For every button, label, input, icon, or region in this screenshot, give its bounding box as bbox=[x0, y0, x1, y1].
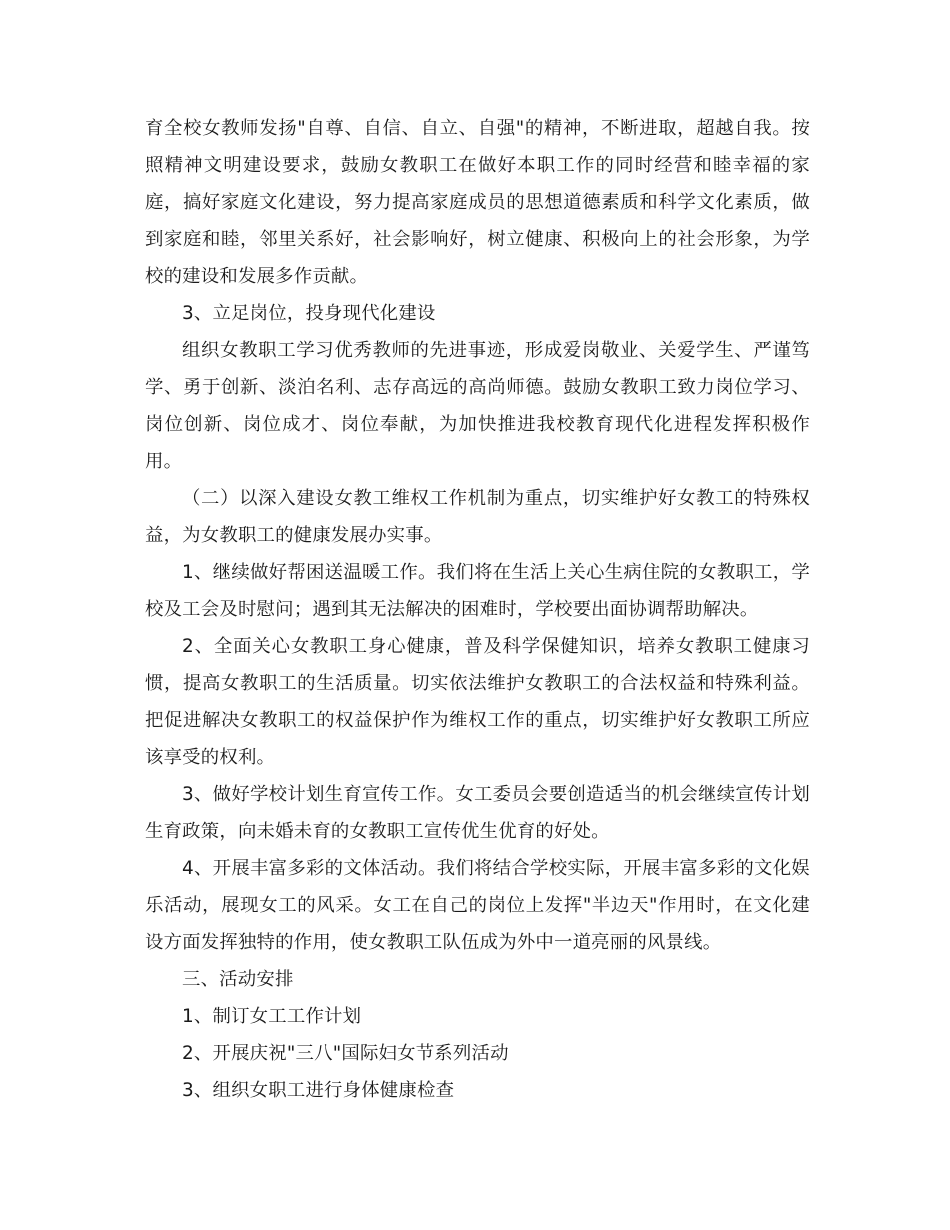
paragraph-family-planning: 3、做好学校计划生育宣传工作。女工委员会要创造适当的机会继续宣传计划生育政策，向未婚未育的女教职工宣传优生优育的好处。 bbox=[145, 784, 810, 842]
list-item-health-check: 3、组织女职工进行身体健康检查 bbox=[182, 1080, 455, 1101]
subheading-position-modernization: 3、立足岗位，投身现代化建设 bbox=[182, 303, 436, 324]
paragraph-continuation: 育全校女教师发扬"自尊、自信、自立、自强"的精神，不断进取，超越自我。按照精神文明建设要求，鼓励女教职工在做好本职工作的同时经营和睦幸福的家庭，搞好家庭文化建设，努力提高家庭成员的思想道德素质和科学文化素质，做到家庭和睦，邻里关系好，社会影响好，树立健康、积极向上的社会形象，为学校的建设和发展多作贡献。 bbox=[145, 118, 810, 287]
list-item-work-plan: 1、制订女工工作计划 bbox=[182, 1006, 362, 1027]
list-item-womens-day: 2、开展庆祝"三八"国际妇女节系列活动 bbox=[182, 1043, 509, 1064]
document-body bbox=[145, 110, 810, 1109]
paragraph-cultural-activities: 4、开展丰富多彩的文体活动。我们将结合学校实际，开展丰富多彩的文化娱乐活动，展现女工的风采。女工在自己的岗位上发挥"半边天"作用时，在文化建设方面发挥独特的作用，使女教职工队伍成为外中一道亮丽的风景线。 bbox=[145, 858, 810, 953]
paragraph-poverty-relief: 1、继续做好帮困送温暖工作。我们将在生活上关心生病住院的女教职工，学校及工会及时慰问；遇到其无法解决的困难时，学校要出面协调帮助解决。 bbox=[145, 562, 810, 620]
paragraph-teacher-ethics: 组织女教职工学习优秀教师的先进事迹，形成爱岗敬业、关爱学生、严谨笃学、勇于创新、淡泊名利、志存高远的高尚师德。鼓励女教职工致力岗位学习、岗位创新、岗位成才、岗位奉献，为加快推进我校教育现代化进程发挥积极作用。 bbox=[145, 340, 810, 472]
paragraph-health-care: 2、全面关心女教职工身心健康，普及科学保健知识，培养女教职工健康习惯，提高女教职工的生活质量。切实依法维护女教职工的合法权益和特殊利益。把促进解决女教职工的权益保护作为维权工作的重点，切实维护好女教职工所应该享受的权利。 bbox=[145, 636, 810, 768]
section-heading-rights-protection: （二）以深入建设女教工维权工作机制为重点，切实维护好女教工的特殊权益，为女教职工的健康发展办实事。 bbox=[145, 488, 810, 546]
section-heading-activity-schedule: 三、活动安排 bbox=[182, 969, 294, 990]
